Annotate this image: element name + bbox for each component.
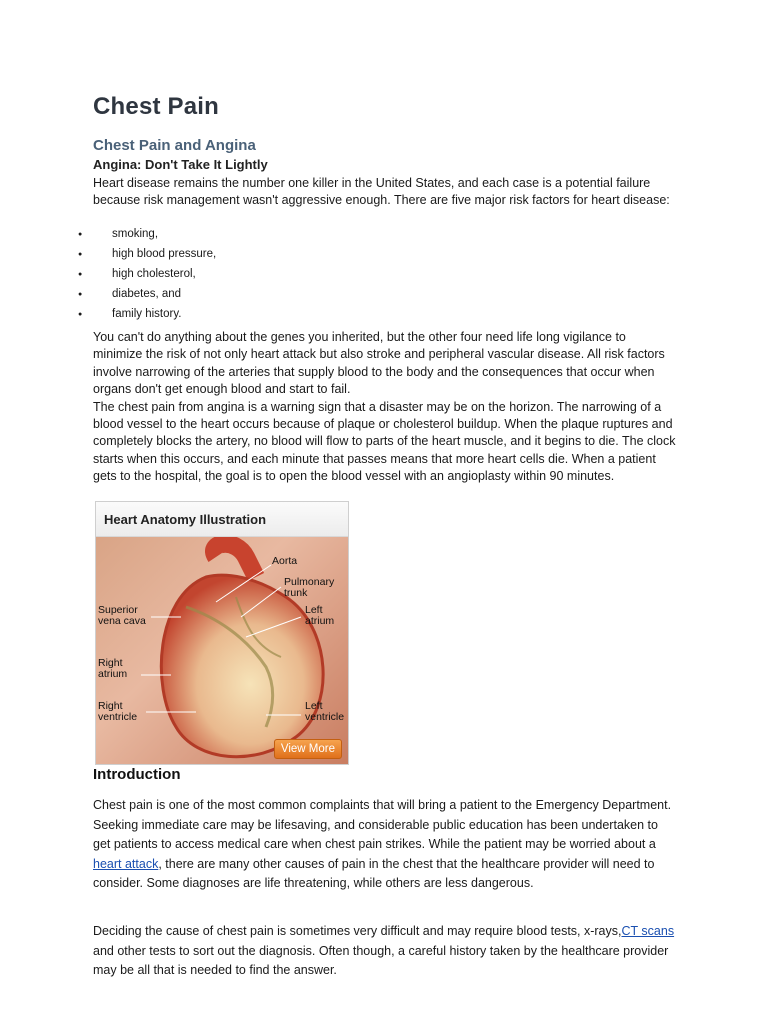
label-aorta: Aorta <box>272 555 298 567</box>
label-svc-2: vena cava <box>98 615 146 627</box>
label-left-ventricle-2: ventricle <box>305 712 345 723</box>
diagnosis-text-1: Deciding the cause of chest pain is sometimes very difficult and may require blood tests, x-rays, <box>93 924 622 938</box>
diagnosis-paragraph <box>93 922 678 981</box>
label-pulmonary-1: Pulmonary <box>284 576 335 588</box>
introduction-paragraph <box>93 796 678 894</box>
label-pulmonary-2: trunk <box>284 587 308 599</box>
label-right-ventricle-2: ventricle <box>98 711 138 723</box>
heart-drawing-icon <box>96 537 348 764</box>
heart-attack-link[interactable]: heart attack <box>93 856 159 871</box>
label-svc-1: Superior <box>98 604 138 616</box>
risk-paragraph <box>93 329 678 486</box>
label-left-ventricle-1: Left <box>305 700 323 712</box>
ct-scans-link[interactable]: CT scans <box>621 924 675 938</box>
list-item: ● diabetes, and <box>83 286 216 306</box>
view-more-button[interactable]: View More <box>274 739 342 759</box>
section-heading: Chest Pain and Angina <box>93 137 256 154</box>
heart-anatomy-figure <box>95 501 349 765</box>
label-right-atrium-1: Right <box>98 657 123 669</box>
list-item: ● high blood pressure, <box>83 246 216 266</box>
label-left-atrium-1: Left <box>305 604 323 616</box>
list-item: ● high cholesterol, <box>83 266 216 286</box>
list-item: ● family history. <box>83 306 216 326</box>
heart-illustration[interactable] <box>96 537 348 764</box>
section-subheading: Angina: Don't Take It Lightly <box>93 157 268 172</box>
intro-text-1: Chest pain is one of the most common complaints that will bring a patient to the Emergency Department. Seeking immediate care may be lifesaving, and considerable public education has been undertaken to get patients to access medical care when chest pain strikes. While the patient may be worried about a <box>93 798 672 852</box>
label-right-ventricle-1: Right <box>98 700 123 712</box>
angina-paragraph-text: The chest pain from angina is a warning sign that a disaster may be on the horizon. The narrowing of a blood vessel to the heart occurs because of plaque or cholesterol buildup. When the plaque ruptures and completely blocks the artery, no blood will flow to parts of the heart muscle, and it begins to die. The clock starts when this occurs, and each minute that passes means that more heart cells die. When a patient gets to the hospital, the goal is to open the blood vessel with an angioplasty within 90 minutes. <box>93 399 676 484</box>
label-left-atrium-2: atrium <box>305 615 335 627</box>
risk-factor-list <box>83 226 216 326</box>
risk-paragraph-text: You can't do anything about the genes you inherited, but the other four need life long vigilance to minimize the risk of not only heart attack but also stroke and peripheral vascular disease. All risk factors involve narrowing of the arteries that supply blood to the body and the consequences that occur when organs don't get enough blood and start to fail. <box>93 330 665 397</box>
intro-paragraph: Heart disease remains the number one killer in the United States, and each case is a potential failure because risk management wasn't aggressive enough. There are five major risk factors for heart disease: <box>93 176 670 207</box>
figure-title: Heart Anatomy Illustration <box>96 502 348 537</box>
intro-text-2: , there are many other causes of pain in the chest that the healthcare provider will need to consider. Some diagnoses are life threatening, while others are less dangerous. <box>93 856 655 891</box>
list-item: ● smoking, <box>83 226 216 246</box>
label-right-atrium-2: atrium <box>98 668 128 680</box>
introduction-heading: Introduction <box>93 766 181 783</box>
diagnosis-text-2: and other tests to sort out the diagnosis. Often though, a careful history taken by the healthcare provider may be all that is needed to find the answer. <box>93 943 669 978</box>
page-title: Chest Pain <box>93 93 220 120</box>
